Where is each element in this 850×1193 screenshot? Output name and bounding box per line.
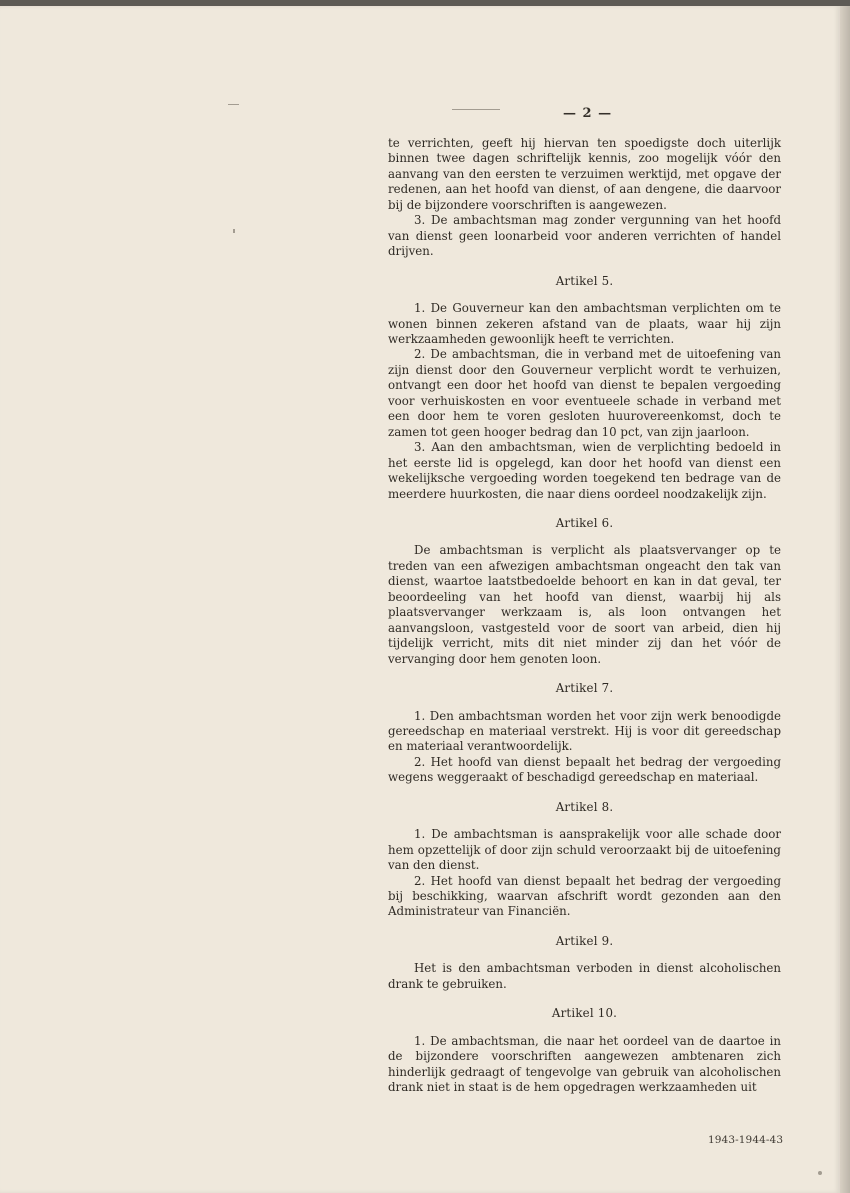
paragraph-article-5-2: 2. De ambachtsman, die in verband met de uitoefening van zijn dienst door den Gouverneur verplicht wordt te verhuizen, ontvangt een door het hoofd van dienst te bepalen vergoeding voor verhuiskosten en voor eventueele schade in verband met een door hem te voren gesloten huurovereenkomst, doch te zamen tot geen hooger bedrag dan 10 pct, van zijn jaarloon. bbox=[388, 347, 781, 439]
scan-mark bbox=[452, 109, 500, 110]
paragraph-continuation: te verrichten, geeft hij hiervan ten spoedigste doch uiterlijk binnen twee dagen schriftelijk kennis, zoo mogelijk vóór den aanvang van den eersten te verzuimen werktijd, met opgave der redenen, aan het hoofd van dienst, of aan dengene, die daarvoor bij de bijzondere voorschriften is aangewezen. bbox=[388, 136, 781, 212]
paragraph-article-9: Het is den ambachtsman verboden in dienst alcoholischen drank te gebruiken. bbox=[388, 961, 781, 991]
article-6-heading: Artikel 6. bbox=[555, 515, 614, 530]
article-7-heading: Artikel 7. bbox=[555, 681, 614, 696]
page-edge bbox=[840, 6, 850, 1193]
article-10-heading: Artikel 10. bbox=[551, 1006, 618, 1021]
paragraph-article-4-3: 3. De ambachtsman mag zonder vergunning van het hoofd van dienst geen loonarbeid voor anderen verrichten of handel drijven. bbox=[388, 213, 781, 259]
paragraph-article-10-1: 1. De ambachtsman, die naar het oordeel van de daartoe in de bijzondere voorschriften aangewezen ambtenaren zich hinderlijk gedraagt of tengevolge van gebruik van alcoholischen drank niet in staat is de hem opgedragen werkzaamheden uit bbox=[388, 1033, 781, 1095]
scan-mark bbox=[233, 229, 235, 233]
paragraph-article-7-1: 1. Den ambachtsman worden het voor zijn werk benoodigde gereedschap en materiaal verstrekt. Hij is voor dit gereedschap en materiaal verantwoordelijk. bbox=[388, 708, 781, 754]
footer-code: 1943-1944-43 bbox=[708, 1134, 784, 1146]
paragraph-article-5-3: 3. Aan den ambachtsman, wien de verplichting bedoeld in het eerste lid is opgelegd, kan door het hoofd van dienst een wekelijksche vergoeding worden toegekend ten bedrage van de meerdere huurkosten, die naar diens oordeel noodzakelijk zijn. bbox=[388, 440, 781, 501]
text-column bbox=[388, 136, 781, 1096]
paragraph-article-5-1: 1. De Gouverneur kan den ambachtsman verplichten om te wonen binnen zekeren afstand van de plaats, waar hij zijn werkzaamheden gewoonlijk heeft te verrichten. bbox=[388, 301, 781, 346]
page-number: — 2 — bbox=[563, 106, 613, 121]
article-5-heading: Artikel 5. bbox=[555, 273, 614, 288]
article-9-heading: Artikel 9. bbox=[555, 933, 614, 948]
paragraph-article-8-1: 1. De ambachtsman is aansprakelijk voor alle schade door hem opzettelijk of door zijn schuld veroorzaakt bij de uitoefening van den dienst. bbox=[388, 827, 781, 873]
paragraph-article-7-2: 2. Het hoofd van dienst bepaalt het bedrag der vergoeding wegens weggeraakt of beschadigd gereedschap en materiaal. bbox=[388, 754, 781, 785]
paragraph-article-8-2: 2. Het hoofd van dienst bepaalt het bedrag der vergoeding bij beschikking, waarvan afschrift wordt gezonden aan den Administrateur van Financiën. bbox=[388, 873, 781, 919]
scan-mark bbox=[228, 104, 239, 105]
article-8-heading: Artikel 8. bbox=[555, 799, 614, 814]
paragraph-article-6: De ambachtsman is verplicht als plaatsvervanger op te treden van een afwezigen ambachtsman ongeacht den tak van dienst, waartoe laatstbedoelde behoort en kan in dat geval, ter beoordeeling van het hoofd van dienst, waarbij hij als plaatsvervanger werkzaam is, als loon ontvangen het aanvangsloon, vastgesteld voor de soort van arbeid, dien hij tijdelijk verricht, mits dit niet minder zij dan het vóór de vervanging door hem genoten loon. bbox=[388, 543, 781, 666]
scan-mark bbox=[818, 1171, 822, 1175]
